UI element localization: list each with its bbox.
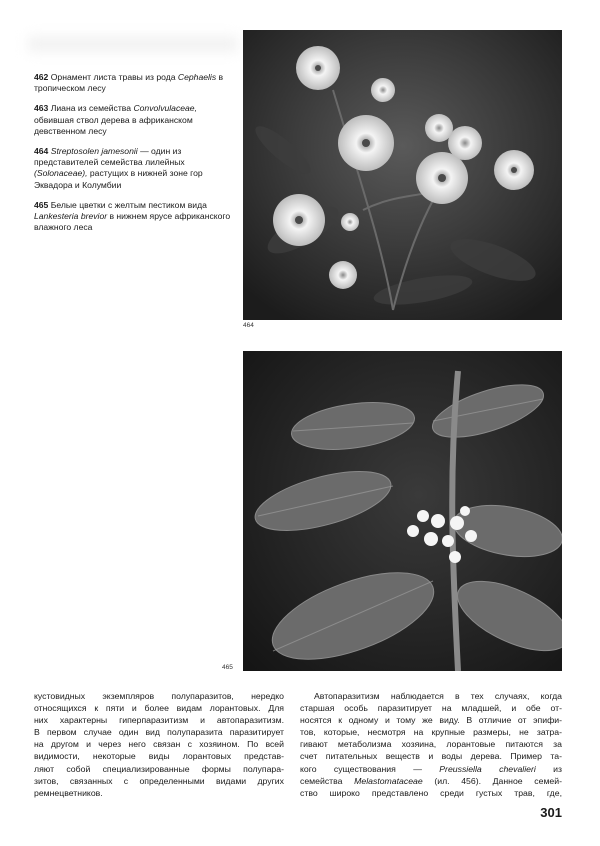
text-line: тов, которые, несмотря на крупные размеры, не затра- xyxy=(300,727,562,738)
flowers-illustration xyxy=(243,30,562,320)
photo-lankesteria-plant xyxy=(243,351,562,671)
text-line: кого существования — Preussiella chevalieri из xyxy=(300,763,562,774)
text-line: на другом и через него связан с хозяином. По всей xyxy=(34,739,284,750)
body-text-left-column xyxy=(34,690,284,799)
text-line: семейства Melastomataceae (ил. 456). Данное семей- xyxy=(300,775,562,786)
text-line: старшая особь паразитирует на младшей, и обе от- xyxy=(300,703,562,714)
photo-label-465: 465 xyxy=(222,664,233,671)
text-line: кустовидных экземпляров полупаразитов, нередко xyxy=(34,691,284,701)
text-line: них характерны гиперпаразитизм и автопаразитизм. xyxy=(34,715,284,726)
plant-illustration xyxy=(243,351,562,671)
text-line: видимости, некоторые виды лорантовых представ- xyxy=(34,751,284,762)
caption-463: 463 Лиана из семейства Convolvulaceae, обвившая ствол дерева в африканском девственном лесу xyxy=(34,103,197,136)
text-line: ство широко представлено среди густых трав, где, xyxy=(300,787,562,798)
text-line: В первом случае один вид полупаразита паразитирует xyxy=(34,727,284,738)
text-line: ремнецветников. xyxy=(34,787,103,798)
text-line: Автопаразитизм наблюдается в тех случаях, когда xyxy=(314,691,562,701)
caption-462: 462 Орнамент листа травы из рода Cephaelis в тропическом лесу xyxy=(34,72,224,94)
text-line: ляют собой специализированные формы полупара- xyxy=(34,763,284,774)
text-line: относящихся к пяти и более видам лорантовых. Для xyxy=(34,703,284,714)
text-line: зитов, связанных с определенными видами других xyxy=(34,775,284,786)
figure-captions xyxy=(34,72,234,242)
text-line: счет питательных веществ и воды дерева. Пример та- xyxy=(300,751,562,762)
text-line: гивают метаболизма хозяина, лорантовые питаются за xyxy=(300,739,562,750)
photo-streptosolen-flowers xyxy=(243,30,562,320)
photo-label-464: 464 xyxy=(243,322,254,329)
body-text-right-column xyxy=(300,690,562,799)
caption-465: 465 Белые цветки с желтым пестиком вида Lankesteria brevior в нижнем ярусе африканского влажного леса xyxy=(34,199,231,233)
caption-464: 464 Streptosolen jamesonii — один из представителей семейства лилейных (Solonaceae), растущих в нижней зоне гор Эквадора и Колумбии xyxy=(34,146,203,190)
page-number: 301 xyxy=(540,805,562,820)
faded-print-area xyxy=(28,36,238,52)
text-line: носятся к одному и тому же виду. В отличие от эпифи- xyxy=(300,715,562,726)
